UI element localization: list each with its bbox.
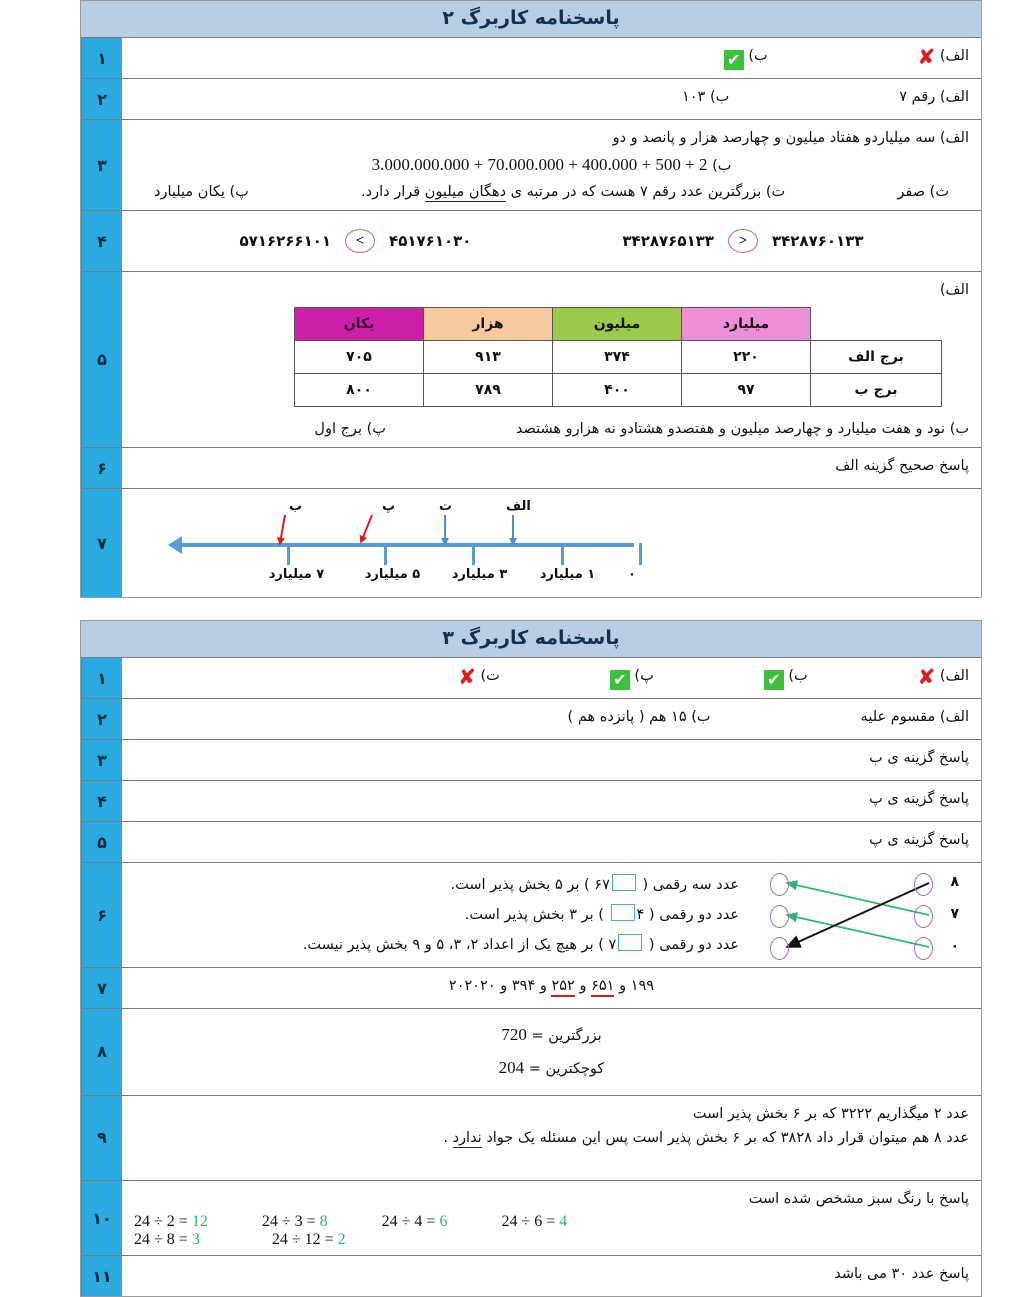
table-row bbox=[81, 968, 981, 1009]
row-content bbox=[122, 1256, 981, 1296]
smallest-value: 204 bbox=[498, 1057, 525, 1077]
option-label: ب) bbox=[712, 157, 732, 174]
table-row bbox=[81, 79, 981, 120]
check-icon: ✔ bbox=[610, 670, 630, 690]
row-content bbox=[122, 1009, 981, 1095]
circle-right-3[interactable] bbox=[770, 937, 789, 960]
row-content bbox=[122, 211, 981, 271]
circle-left-1[interactable] bbox=[914, 873, 933, 896]
equation-answer: 6 bbox=[439, 1213, 448, 1231]
equation: 24 ÷ 2 = 12 bbox=[134, 1213, 208, 1231]
answer-text: پاسخ گزینه ی ب bbox=[869, 750, 969, 766]
table-row bbox=[295, 373, 942, 406]
answer-part-b: ب) نود و هفت میلیارد و چهارصد میلیون و هفتصدو هشتادو نه هزارو هشتصد bbox=[515, 420, 969, 437]
table-row bbox=[81, 1181, 981, 1257]
header-million: میلیون bbox=[553, 307, 682, 340]
row-number: ۱ bbox=[81, 38, 122, 78]
option-label: ت) bbox=[480, 668, 500, 684]
option-label: پ) bbox=[634, 668, 654, 684]
row-number: ۷ bbox=[81, 489, 122, 597]
cross-icon: ✘ bbox=[917, 45, 936, 69]
row-number: ۶ bbox=[81, 863, 122, 967]
number-right: ۳۴۲۸۷۶۵۱۳۳ bbox=[622, 232, 714, 251]
option-label: الف) bbox=[939, 48, 969, 64]
cell-milliard: ۹۷ bbox=[682, 373, 811, 406]
row-content bbox=[122, 863, 981, 967]
row-content bbox=[122, 1096, 981, 1180]
table-row bbox=[81, 448, 981, 489]
blank-box bbox=[618, 934, 642, 951]
row-content bbox=[122, 489, 981, 597]
row-label: برج ب bbox=[811, 373, 942, 406]
underlined-term: دهگان میلیون bbox=[424, 183, 507, 200]
row-number: ۵ bbox=[81, 822, 122, 862]
row-content bbox=[122, 272, 981, 447]
cell-ones: ۸۰۰ bbox=[295, 373, 424, 406]
option-label: ب) bbox=[748, 48, 768, 64]
smallest-label: کوچکترین bbox=[545, 1060, 605, 1077]
row-number: ۹ bbox=[81, 1096, 122, 1180]
row-number: ۳ bbox=[81, 740, 122, 780]
list-item: عدد دو رقمی ( ۷ ) بر هیچ یک از اعداد ۲، ۳، ۵ و ۹ بخش پذیر نیست. bbox=[134, 931, 739, 961]
row-label: برج الف bbox=[811, 340, 942, 373]
answer-part-a: الف) مقسوم علیه bbox=[860, 709, 969, 725]
row-number: ۴ bbox=[81, 211, 122, 271]
row-number: ۱ bbox=[81, 658, 122, 698]
number-line-axis bbox=[174, 543, 634, 547]
table-row bbox=[295, 340, 942, 373]
matching-exercise bbox=[134, 869, 969, 961]
answer-value-3: ۰ bbox=[950, 938, 959, 954]
tick-label: ۵ میلیارد bbox=[364, 567, 421, 583]
row-number: ۸ bbox=[81, 1009, 122, 1095]
expanded-form-expression: 3.000.000.000 + 70.000.000 + 400.000 + 500 + 2 bbox=[371, 154, 708, 174]
equation-answer: 4 bbox=[559, 1213, 568, 1231]
tick-mark bbox=[561, 543, 564, 565]
answer-part-p: پ) یکان میلیارد bbox=[154, 183, 249, 200]
answer-part-a: الف) سه میلیاردو هفتاد میلیون و چهارصد هزار و پانصد و دو bbox=[612, 130, 969, 146]
circle-left-2[interactable] bbox=[914, 905, 933, 928]
cell-thousand: ۹۱۳ bbox=[424, 340, 553, 373]
row-content bbox=[122, 822, 981, 862]
tick-label: ۷ میلیارد bbox=[268, 567, 325, 583]
option-label: ب) bbox=[788, 668, 808, 684]
underlined-number: ۲۵۲ bbox=[551, 978, 574, 997]
answer-part-a: الف) رقم ۷ bbox=[899, 89, 969, 105]
pointer-label-te: ت bbox=[439, 499, 453, 515]
smallest-result: کوچکترین = 204 bbox=[498, 1057, 605, 1077]
underlined-term: ندارد bbox=[452, 1130, 482, 1147]
row-content bbox=[122, 38, 981, 78]
table-row bbox=[81, 272, 981, 448]
answer-part-t: ت) بزرگترین عدد رقم ۷ هست که در مرتبه ی دهگان میلیون قرار دارد. bbox=[361, 183, 786, 200]
tick-mark bbox=[384, 543, 387, 565]
header-thousand: هزار bbox=[424, 307, 553, 340]
answer-part-th: ث) صفر bbox=[897, 183, 949, 200]
table-row bbox=[81, 740, 981, 781]
table-row bbox=[81, 863, 981, 968]
row-content bbox=[122, 1181, 981, 1256]
check-icon: ✔ bbox=[724, 50, 744, 70]
equation: 24 ÷ 3 = 8 bbox=[261, 1213, 328, 1231]
answer-item bbox=[458, 664, 500, 690]
part-a-label: الف) bbox=[939, 282, 969, 299]
equation-answer: 2 bbox=[337, 1231, 346, 1249]
answer-text: پاسخ گزینه ی پ bbox=[869, 791, 969, 807]
equation: 24 ÷ 4 = 6 bbox=[381, 1213, 448, 1231]
largest-value: 720 bbox=[501, 1025, 527, 1044]
row-number: ۴ bbox=[81, 781, 122, 821]
tick-mark bbox=[287, 543, 290, 565]
equation-line-1 bbox=[134, 1211, 969, 1231]
note-text: پاسخ با رنگ سبز مشخص شده است bbox=[748, 1190, 969, 1207]
explanation-line-2: عدد ۸ هم میتوان قرار داد ۳۸۲۸ که بر ۶ بخش پذیر است پس این مسئله یک جواد ندارد . bbox=[443, 1130, 969, 1147]
equation: 24 ÷ 12 = 2 bbox=[271, 1231, 346, 1249]
pointer-arrow bbox=[512, 515, 514, 539]
number-line bbox=[134, 495, 969, 591]
answer-item bbox=[764, 664, 808, 690]
table-row bbox=[81, 822, 981, 863]
answer-item bbox=[918, 44, 969, 70]
number-left: ۳۴۲۸۷۶۰۱۳۳ bbox=[771, 232, 864, 251]
row-number: ۱۱ bbox=[81, 1256, 122, 1296]
answer-item bbox=[724, 44, 768, 70]
header-ones: یکان bbox=[295, 307, 424, 340]
largest-label: بزرگترین bbox=[548, 1028, 602, 1044]
arrow-head-icon bbox=[168, 536, 182, 554]
tick-mark bbox=[472, 543, 475, 565]
circle-right-1[interactable] bbox=[770, 873, 789, 896]
tick-label: ۳ میلیارد bbox=[451, 567, 508, 583]
table-row bbox=[81, 489, 981, 597]
underlined-number: ۶۵۱ bbox=[591, 978, 614, 997]
check-icon: ✔ bbox=[764, 670, 784, 690]
row-content bbox=[122, 968, 981, 1008]
option-label: الف) bbox=[939, 668, 969, 684]
pointer-label-be: ب bbox=[289, 499, 303, 515]
row-content bbox=[122, 448, 981, 488]
row-content bbox=[122, 781, 981, 821]
answer-sheet-3 bbox=[80, 620, 982, 1297]
corner-cell bbox=[811, 307, 942, 340]
equation-answer: 3 bbox=[191, 1231, 200, 1249]
explanation-line-1: عدد ۲ میگذاریم ۳۲۲۲ که بر ۶ بخش پذیر است bbox=[692, 1105, 969, 1122]
cell-million: ۴۰۰ bbox=[553, 373, 682, 406]
pointer-arrow bbox=[362, 515, 373, 538]
equation-answer: 8 bbox=[319, 1213, 328, 1231]
row-content bbox=[122, 120, 981, 210]
cell-million: ۳۷۴ bbox=[553, 340, 682, 373]
answer-item bbox=[918, 664, 969, 690]
pointer-arrow bbox=[280, 515, 286, 539]
table-row bbox=[81, 1256, 981, 1296]
blank-box bbox=[611, 904, 635, 921]
table-row bbox=[81, 781, 981, 822]
blank-box bbox=[612, 874, 636, 891]
row-number: ۶ bbox=[81, 448, 122, 488]
list-item: عدد دو رقمی ( ۴ ) بر ۳ بخش پذیر است. bbox=[134, 901, 739, 931]
equation: 24 ÷ 8 = 3 bbox=[134, 1231, 200, 1249]
row-number: ۱۰ bbox=[81, 1181, 122, 1256]
list-item: عدد سه رقمی ( ۶۷ ) بر ۵ بخش پذیر است. bbox=[134, 871, 739, 901]
table-row bbox=[81, 1096, 981, 1181]
equation: 24 ÷ 6 = 4 bbox=[501, 1213, 568, 1231]
row-number: ۳ bbox=[81, 120, 122, 210]
table-row bbox=[81, 120, 981, 211]
place-value-table bbox=[294, 307, 942, 407]
header-milliard: میلیارد bbox=[682, 307, 811, 340]
row-content bbox=[122, 658, 981, 698]
answer-text: پاسخ عدد ۳۰ می باشد bbox=[834, 1266, 969, 1283]
cell-milliard: ۲۲۰ bbox=[682, 340, 811, 373]
tick-label: ۰ bbox=[627, 567, 636, 583]
pointer-label-pe: پ bbox=[382, 499, 396, 515]
table-row bbox=[81, 211, 981, 272]
cell-thousand: ۷۸۹ bbox=[424, 373, 553, 406]
answer-part-b: ب) ۱۵ هم ( پانزده هم ) bbox=[567, 709, 711, 725]
table-row bbox=[81, 38, 981, 79]
answer-text: پاسخ گزینه ی پ bbox=[869, 832, 969, 848]
row-number: ۲ bbox=[81, 699, 122, 739]
cross-icon: ✘ bbox=[458, 665, 476, 689]
cross-icon: ✘ bbox=[917, 665, 936, 689]
table-row bbox=[81, 699, 981, 740]
row-content bbox=[122, 79, 981, 119]
tick-mark bbox=[639, 543, 642, 565]
number-list: ۱۹۹ و ۶۵۱ و ۲۵۲ و ۳۹۴ و ۲۰۲۰۲۰ bbox=[134, 974, 969, 999]
answer-value-1: ۸ bbox=[950, 874, 959, 890]
row-content bbox=[122, 699, 981, 739]
comparison-operator: < bbox=[728, 229, 758, 253]
answer-sheet-2 bbox=[80, 0, 982, 598]
answer-part-p: پ) برج اول bbox=[314, 420, 386, 437]
equation-answer: 12 bbox=[191, 1213, 208, 1231]
table-header-row bbox=[295, 307, 942, 340]
number-right: ۵۷۱۶۲۶۶۱۰۱ bbox=[239, 232, 332, 251]
table-row bbox=[81, 658, 981, 699]
row-content bbox=[122, 740, 981, 780]
sheet2-title: پاسخنامه کاربرگ ۲ bbox=[81, 1, 981, 38]
comparison-operator: > bbox=[345, 229, 375, 253]
answer-part-b: ب) ۱۰۳ bbox=[681, 89, 730, 105]
largest-result: بزرگترین = 720 bbox=[501, 1025, 602, 1044]
row-number: ۵ bbox=[81, 272, 122, 447]
tick-label: ۱ میلیارد bbox=[539, 567, 596, 583]
circle-right-2[interactable] bbox=[770, 905, 789, 928]
comparison-pair bbox=[239, 229, 471, 253]
answer-value-2: ۷ bbox=[950, 906, 959, 922]
equation-line-2 bbox=[134, 1231, 969, 1249]
cell-ones: ۷۰۵ bbox=[295, 340, 424, 373]
sheet3-title: پاسخنامه کاربرگ ۳ bbox=[81, 621, 981, 658]
table-row bbox=[81, 1009, 981, 1096]
pointer-label-alef: الف bbox=[506, 499, 531, 515]
answer-item bbox=[610, 664, 654, 690]
circle-left-3[interactable] bbox=[914, 937, 933, 960]
answer-text: پاسخ صحیح گزینه الف bbox=[835, 458, 969, 475]
comparison-pair bbox=[622, 229, 863, 253]
row-number: ۷ bbox=[81, 968, 122, 1008]
matching-diagram bbox=[739, 869, 969, 961]
number-left: ۴۵۱۷۶۱۰۳۰ bbox=[389, 232, 472, 251]
pointer-arrow bbox=[444, 515, 446, 539]
statement-list bbox=[134, 869, 739, 960]
row-number: ۲ bbox=[81, 79, 122, 119]
